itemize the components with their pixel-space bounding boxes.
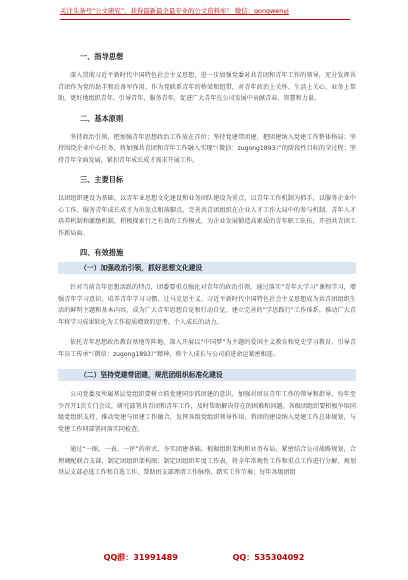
subsection-heading-political-guidance: （一）加强政治引领，抓好思想文化建设: [58, 262, 356, 274]
qq-number-text: QQ：535304092: [232, 553, 305, 562]
contact-footer: [0, 553, 408, 563]
subsection-heading-party-league-building: （二）坚持党建带团建，规范团组织标准化建设: [58, 369, 356, 381]
subsection-paragraph: 依托青年思想政治教育基地等阵地，深入开展以“中国梦”为主题的爱国主义教育和党史学习教育，引导青年员工传承“（微信：zugong1893）”精神，将个人成长与公司前进命运紧密相连。: [58, 339, 356, 358]
section-heading-measures: 四、有效措施: [80, 248, 124, 257]
subsection-paragraph: 公司党委及所属基层党组织要树立抓党建同步抓团建的意识，加强对团员青年工作的领导和指导，每年至少召开1次专门会议，研究部署共青团和青年工作，及时帮助解决存在的困难和问题。各级团组织要积极争取同级党组织支持，推动党建与团建工作融合，发挥各级党组织领导作用，将团的建设纳入党建工作总体规划，与党建工作同部署同落实同检查。: [58, 391, 356, 433]
section-heading-main-goals: 三、主要目标: [80, 175, 124, 184]
section-paragraph: 深入贯彻习近平新时代中国特色社会主义思想，进一步加强党委对共青团和青年工作的领导，充分发挥共青团作为党的助手和后备军作用。作为党联系青年的桥梁和纽带，对青年政治上关怀、生活上关心、业务上帮助，更好地组织青年、引导青年、服务青年，促进广大青年在公司发展中贡献青春、智慧和力量。: [58, 72, 356, 102]
section-paragraph: 以团组织建设为基础，以青年业思想文化建设和业务团队建设为重点，以青年工作机制为抓手，以服务企业中心工作、服务青年成长成才为出发点和落脚点，完善共青团组织在企业人才工作大局中的参与机制、青年人才培养机制和激励机制，积极探索行之有效的工作模式，为企业发展锻造高素质的青年职工队伍，开创共青团工作新局面。: [58, 195, 356, 237]
qq-group-text: QQ群：31991489: [103, 553, 178, 562]
promo-banner[interactable]: 关注头条号“公文研究”，获得最新最全最专业的公文资料库！ 微信：gongwenyj: [60, 7, 350, 20]
section-paragraph: 坚持政治引领，把加强青年思想政治工作放在首位；坚持党建带团建，把团建纳入党建工作整体格局；坚持围绕企业中心任务，将加强共青团和青年工作融入实现“（微信：zugong1893）”的阶段性目标的全过程；坚持青年全面发展，紧扣青年成长成才需求开展工作。: [58, 133, 356, 164]
subsection-paragraph: 通过“一图、一表、一评”的形式，夯实团建基础。根据组织架构和业务布局，紧密结合公司战略规划，合理调配联合支部，制定团组织架构图；制定团组织年度工作表，将全年常规性工作和重点工作进行分解，规划基层支部必选工作和自选工作，帮助团支部理清工作脉络、踏实工作节奏；每年各级团组: [58, 446, 356, 476]
document-body: [58, 52, 356, 479]
section-heading-basic-principles: 二、基本原则: [80, 113, 124, 123]
section-heading-guiding-ideology: 一、指导思想: [80, 52, 124, 61]
subsection-paragraph: 针对当前青年思想活跃的特点，团委要重点强化对青年的政治引领。通过落实“青年大学习”课程学习，增强青年学习意识，培养青年学习习惯，让马克思主义、习近平新时代中国特色社会主义思想成为共青团组织生活的鲜明主题和基本内容，成为广大青年思想自觉和行动自觉。建立完善的“学思践行”工作体系，推动广大青年将学习成果转化为工作提质增效的思考、个人成长的动力。: [58, 284, 356, 326]
